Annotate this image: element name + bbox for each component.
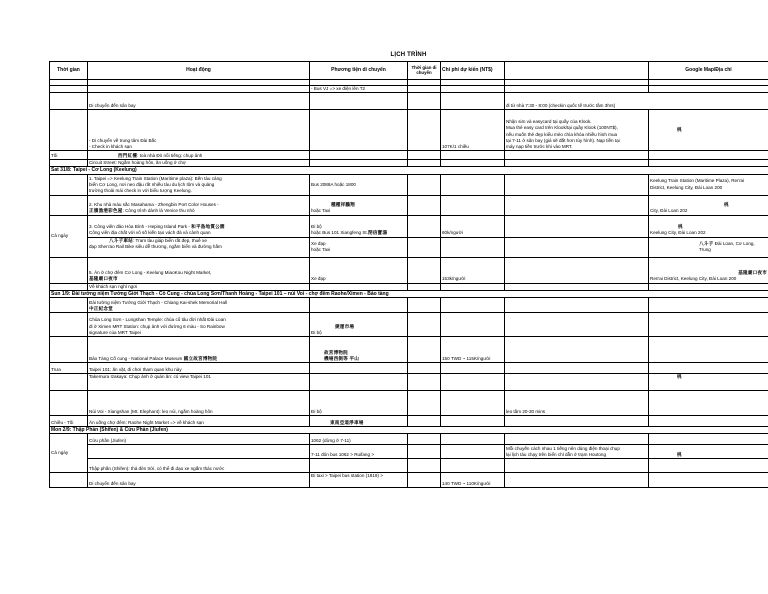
cell-activity: Đài tưởng niệm Tưởng Giới Thạch - Chiang Kai-shek Memorial Hall 中正紀念堂 — [88, 298, 310, 313]
cell-cost: 153k/người — [441, 257, 505, 283]
cell-activity: - Di chuyển về trung tâm Đài Bắc - Check in khách sạn — [88, 110, 310, 151]
header-note — [505, 62, 649, 80]
cell-map: 八斗子 Đài Loan, Cơ Long, Trung — [649, 237, 768, 257]
spreadsheet — [49, 0, 768, 594]
table-row — [50, 257, 768, 283]
header-time: Thời gian — [50, 62, 88, 80]
table-row — [50, 374, 768, 391]
cell-transport: Xe đạp — [310, 257, 408, 283]
section-row — [50, 290, 768, 297]
cell-transport: 種種祥鵬翔 hoặc Taxi — [310, 195, 408, 215]
table-row — [50, 363, 768, 374]
header-activity: Hoạt động — [88, 62, 310, 80]
cell-map: 桃 — [649, 374, 768, 391]
cell-transport: 7-11 đón bus 1062 > Ruifang > — [310, 445, 408, 459]
section-title: Mon 2/9: Thập Phần (Shifen) & Cửu Phần (Jiufen) — [50, 427, 768, 434]
cell-note: Mỗi chuyến cách nhau 1 tiếng nên dùng điện thoại chụp lại lịch tàu chạy trên biển chỉ dẫn ở trạm Houtong — [505, 445, 649, 459]
table-row — [50, 391, 768, 416]
header-map: Google Map/Địa chỉ — [649, 62, 768, 80]
cell-map: 桃 Keelung City, Đài Loan 202 — [649, 215, 768, 237]
itinerary-table — [49, 61, 768, 488]
table-row — [50, 93, 768, 110]
cell-map: 桃 — [649, 445, 768, 459]
table-row — [50, 160, 768, 167]
cell-time: Cả ngày — [50, 215, 88, 257]
table-row — [50, 110, 768, 151]
cell-activity: Bảo Tàng Cố cung - National Palace Museum 國立故宮博物院 — [88, 337, 310, 363]
cell-activity: 3. Công viên đảo Hòa Bình - Heping Island Park - 和平島地質公園 Công viên địa chất với vô số kiến tạo vách đá và cảnh quan — [88, 215, 310, 237]
cell-map: 桃 — [649, 110, 768, 151]
table-row — [50, 298, 768, 313]
cell-activity: Về khách sạn nghỉ ngơi — [88, 283, 310, 290]
cell-activity: 西門紅樓: toà nhà Đỏ nổi tiếng: chụp ảnh — [88, 151, 310, 160]
table-row — [50, 283, 768, 290]
section-row — [50, 167, 768, 174]
header-row — [50, 62, 768, 80]
cell-note: Nhận sim và easycard tại quầy của Klook. Mua thẻ easy card trên Klook/tại quầy Klook (100NT$), nếu muốn thẻ đẹp kiểu mèo chìa khóa nhiều hình mua tại 7-11 ở sân bay (giá sẽ đắt hơn tùy hình). Nạp tiền tại máy nạp tiền trước khi vào MRT. — [505, 110, 649, 151]
cell-activity: Di chuyển đến sân bay — [88, 93, 310, 110]
cell-activity: 1. Taipei => Keelung Train Station (Maritime plaza): Bến tàu cảng biển Cơ Long, nơi neo đậu rất nhiều tàu du lịch tôm và quảng trường thoải mái check in với biểu tượng Keelung. — [88, 174, 310, 195]
table-row — [50, 174, 768, 195]
cell-activity: Takemura Izakaya: Chụp ảnh ở quán ăn: có view Taipei 101 — [88, 374, 310, 391]
table-row — [50, 445, 768, 459]
cell-transport: Bus 2088A hoặc 1800 — [310, 174, 408, 195]
cell-cost: 150 TWD ~ 115K/người — [441, 337, 505, 363]
cell-activity: Di chuyển đến sân bay — [88, 473, 310, 488]
header-cost: Chi phí dự kiến (NT$) — [441, 62, 505, 80]
header-duration: Thời gian di chuyển — [408, 62, 441, 80]
cell-activity: Taipei 101: ăn vặt, đi chơi tham quan khu này — [88, 363, 310, 374]
cell-transport: Xe đạp hoặc Taxi — [310, 237, 408, 257]
table-row — [50, 313, 768, 337]
table-row — [50, 473, 768, 488]
section-title: Sat 31/8: Taipei - Cơ Long (Keelung) — [50, 167, 768, 174]
table-row — [50, 416, 768, 427]
cell-activity: 5. Ăn ở chợ đêm Cơ Long - Keelung MiaoKou Night Market, 基隆廟口夜市 — [88, 257, 310, 283]
cell-activity: 2. Khu nhà màu sắc Masahama - Zhengbin Port Color Houses - 正濱漁港彩色屋: Công trình dành là Venice thu nhỏ — [88, 195, 310, 215]
table-row — [50, 151, 768, 160]
cell-transport: 捷運市場 Đi bộ — [310, 313, 408, 337]
cell-map: Keelung Train Station (Maritime Plaza), Ren'ai District, Keelung City, Đài Loan 200 — [649, 174, 768, 195]
table-row — [50, 459, 768, 473]
cell-activity: Ăn uống chợ đêm: Raohe Night Market => về khách sạn — [88, 416, 310, 427]
cell-activity: Circuit Street: Ngắm hoàng hôn, ăn uống ở chợ — [88, 160, 310, 167]
cell-time: Cả ngày — [50, 434, 88, 473]
cell-transport: 東南亞道淨車場 — [310, 416, 408, 427]
cell-note: leo tầm 20-30 mins — [505, 391, 649, 416]
cell-time: Tối — [50, 151, 88, 160]
cell-cost: 140 TWD ~ 110K/người — [441, 473, 505, 488]
cell-activity: Núi Voi - Xiangshan (Mt. Elephant): leo núi, ngắm hoàng hôn — [88, 391, 310, 416]
header-transport: Phương tiện di chuyển — [310, 62, 408, 80]
cell-cost: 60k/người — [441, 215, 505, 237]
table-row — [50, 237, 768, 257]
cell-transport: 故宮博物院 機場西側等 平山 — [310, 337, 408, 363]
cell-map: 基隆廟口夜市 Ren'ai District, Keelung City, Đài Loan 200 — [649, 257, 768, 283]
cell-activity: Chùa Long Sơn - Lungshan Temple: chùa cổ tâu đời nhất Đài Loan đi ở Ximen MRT Station: chụp ảnh với đường 6 màu - So Rainbow signature của MRT Taipei — [88, 313, 310, 337]
cell-note: đi từ nhà 7:30 - 8:00 (checkin quốc tế trước tầm 3hrs) — [505, 93, 768, 110]
section-row — [50, 427, 768, 434]
cell-cost: 107K/1 chiều — [441, 110, 505, 151]
cell-transport: Đi taxi > Taipei bus station (1819) > — [310, 473, 408, 488]
table-row — [50, 86, 768, 93]
table-row — [50, 434, 768, 445]
cell-activity: 八斗子車站: Tram tàu giáp biển rất đẹp, thuê xe đạp Shen'ao Rail Bike siêu dễ thương, ngắm biển và đường hầm — [88, 237, 310, 257]
cell-transport: Đi bộ — [310, 391, 408, 416]
cell-time: Trưa — [50, 363, 88, 374]
cell-transport: 1062 (dừng ở 7-11) — [310, 434, 408, 445]
cell-activity: Thập phần (Shifen): thả đèn trời, có thể đi dạo xe ngắm thác nước — [88, 459, 310, 473]
cell-transport: Đi bộ hoặc Bus 101 Xiangfeng St.閉信寶鴻 — [310, 215, 408, 237]
cell-map: 桃 City, Đài Loan 202 — [649, 195, 768, 215]
section-title: Sun 1/9: Đài tưởng niệm Tưởng Giới Thạch - Cố Cung - chùa Long Sơn/Thanh Hoàng - Taipei 101 – núi Voi - chợ đêm Raohe/Ximen - Bảo tàng — [50, 290, 768, 297]
page-title: LỊCH TRÌNH — [390, 52, 427, 58]
cell-activity: Cửu phần (Jiufen) — [88, 434, 310, 445]
table-row — [50, 195, 768, 215]
cell-transport: - Bus VJ => xe điện lên T2 — [310, 86, 408, 93]
table-row — [50, 337, 768, 363]
table-row — [50, 215, 768, 237]
cell-time: Chiều - Tối — [50, 416, 88, 427]
